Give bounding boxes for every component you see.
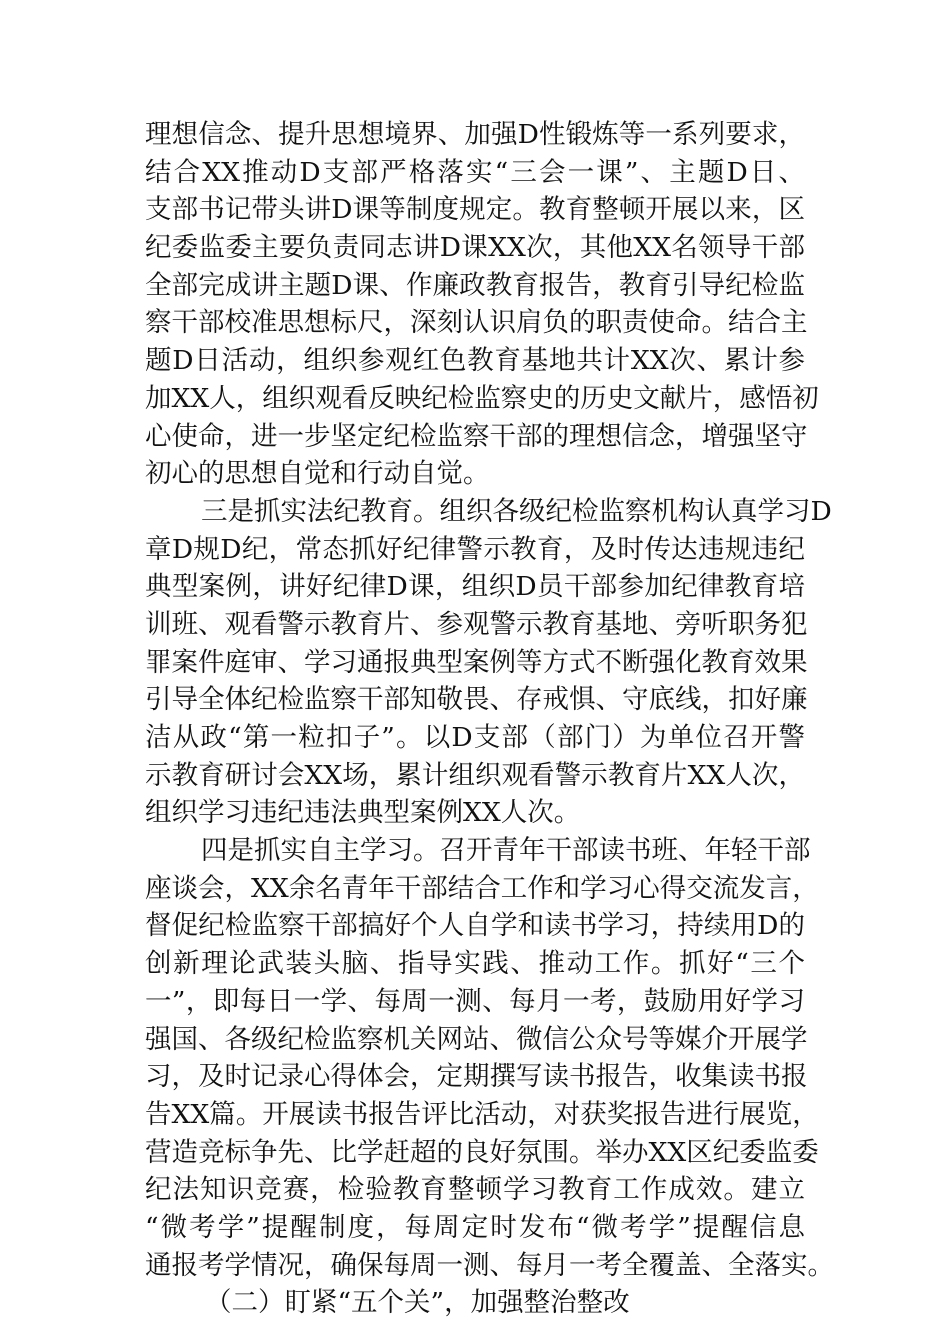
text-line: 座谈会，XX余名青年干部结合工作和学习心得交流发言，: [145, 872, 819, 904]
text-line: 习，及时记录心得体会，定期撰写读书报告，收集读书报: [145, 1061, 808, 1093]
text-line: 营造竞标争先、比学赶超的良好氛围。举办XX区纪委监委: [145, 1136, 819, 1168]
text-line: 心使命，进一步坚定纪检监察干部的理想信念，增强坚守: [145, 420, 808, 452]
text-line: 引导全体纪检监察干部知敬畏、存戒惧、守底线，扣好廉: [145, 684, 808, 716]
section-heading: （二）盯紧“五个关”，加强整治整改: [205, 1287, 630, 1319]
text-line: 题D日活动，组织参观红色教育基地共计XX次、累计参: [145, 345, 805, 377]
text-line: 纪法知识竞赛，检验教育整顿学习教育工作成效。建立: [145, 1174, 805, 1206]
document-body: [145, 116, 834, 1322]
text-line: 支部书记带头讲D课等制度规定。教育整顿开展以来，区: [145, 194, 805, 226]
text-line: 全部完成讲主题D课、作廉政教育报告，教育引导纪检监: [145, 269, 805, 301]
text-line: 纪委监委主要负责同志讲D课XX次，其他XX名领导干部: [145, 232, 805, 264]
text-line: “微考学”提醒制度，每周定时发布“微考学”提醒信息: [145, 1211, 805, 1243]
text-line: 训班、观看警示教育片、参观警示教育基地、旁听职务犯: [145, 608, 808, 640]
text-line: 理想信念、提升思想境界、加强D性锻炼等一系列要求，: [145, 119, 805, 150]
text-line: 一”，即每日一学、每周一测、每月一考，鼓励用好学习: [145, 985, 805, 1017]
text-line: 通报考学情况，确保每周一测、每月一考全覆盖、全落实。: [145, 1249, 834, 1281]
text-line: 罪案件庭审、学习通报典型案例等方式不断强化教育效果: [145, 646, 808, 678]
text-line: 督促纪检监察干部搞好个人自学和读书学习，持续用D的: [145, 910, 805, 942]
text-line: 告XX篇。开展读书报告评比活动，对获奖报告进行展览，: [145, 1098, 819, 1130]
text-line: 强国、各级纪检监察机关网站、微信公众号等媒介开展学: [145, 1023, 808, 1055]
text-line: 组织学习违纪违法典型案例XX人次。: [145, 797, 581, 829]
text-line: 加XX人，组织观看反映纪检监察史的历史文献片，感悟初: [145, 382, 819, 414]
text-line: 典型案例，讲好纪律D课，组织D员干部参加纪律教育培: [145, 571, 805, 603]
text-line: 章D规D纪，常态抓好纪律警示教育，及时传达违规违纪: [145, 533, 805, 565]
text-line: 结合XX推动D支部严格落实“三会一课”、主题D日、: [145, 156, 805, 188]
text-line: 初心的思想自觉和行动自觉。: [145, 458, 490, 490]
text-line: 示教育研讨会XX场，累计组织观看警示教育片XX人次，: [145, 759, 805, 791]
text-line: 察干部校准思想标尺，深刻认识肩负的职责使命。结合主: [145, 307, 808, 339]
paragraph-start-line: 四是抓实自主学习。召开青年干部读书班、年轻干部: [201, 835, 811, 867]
paragraph-start-line: 三是抓实法纪教育。组织各级纪检监察机构认真学习D: [201, 495, 832, 527]
text-line: 洁从政“第一粒扣子”。以D支部（部门）为单位召开警: [145, 722, 805, 753]
text-line: 创新理论武装头脑、指导实践、推动工作。抓好“三个: [145, 948, 805, 980]
